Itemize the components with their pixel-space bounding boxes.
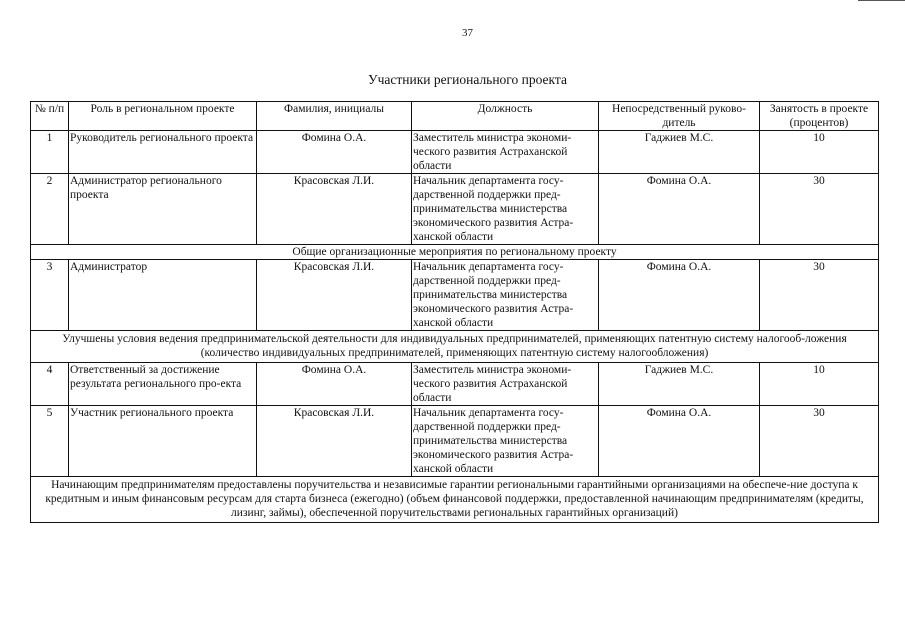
section-title: Начинающим предпринимателям предоставлены поручительства и независимые гарантии региональными гарантийными организациями на обеспече-ние доступа к кредитным и иным финансовым ресурсам для старта бизнеса (ежегодно) (объем финансовой поддержки, предоставленной начинающим предпринимателям (кредиты, лизинг, займы), обеспеченной поручительствами региональных гарантийных организаций) [31, 477, 879, 523]
header-name: Фамилия, инициалы [257, 102, 412, 131]
header-role: Роль в региональном проекте [69, 102, 257, 131]
row-load: 30 [760, 174, 879, 245]
corner-rule [858, 0, 905, 1]
table-header-row [31, 102, 879, 131]
row-supervisor: Гаджиев М.С. [599, 363, 760, 406]
section-row [31, 477, 879, 523]
row-name: Красовская Л.И. [257, 260, 412, 331]
row-load: 10 [760, 131, 879, 174]
row-role: Администратор [69, 260, 257, 331]
section-title: Улучшены условия ведения предпринимательской деятельности для индивидуальных предпринимателей, применяющих патентную систему налогооб-ложения (количество индивидуальных предпринимателей, применяющих патентную систему налогообложения) [31, 331, 879, 363]
row-name: Красовская Л.И. [257, 406, 412, 477]
row-supervisor: Фомина О.А. [599, 406, 760, 477]
row-number: 1 [31, 131, 69, 174]
row-role: Ответственный за достижение результата регионального про-екта [69, 363, 257, 406]
row-number: 5 [31, 406, 69, 477]
row-supervisor: Фомина О.А. [599, 174, 760, 245]
header-position: Должность [412, 102, 599, 131]
row-number: 4 [31, 363, 69, 406]
row-load: 30 [760, 406, 879, 477]
section-title: Общие организационные мероприятия по региональному проекту [31, 245, 879, 260]
row-position: Заместитель министра экономи-ческого развития Астраханской области [412, 131, 599, 174]
page-title: Участники регионального проекта [368, 72, 567, 87]
row-position: Начальник департамента госу-дарственной поддержки пред-принимательства министерства экономического развития Астра-ханской области [412, 174, 599, 245]
participants-table [30, 101, 879, 523]
table-row [31, 131, 879, 174]
row-supervisor: Гаджиев М.С. [599, 131, 760, 174]
row-number: 2 [31, 174, 69, 245]
row-load: 30 [760, 260, 879, 331]
header-supervisor: Непосредственный руково-дитель [599, 102, 760, 131]
row-position: Начальник департамента госу-дарственной поддержки пред-принимательства министерства экономического развития Астра-ханской области [412, 406, 599, 477]
row-supervisor: Фомина О.А. [599, 260, 760, 331]
row-role: Администратор регионального проекта [69, 174, 257, 245]
row-load: 10 [760, 363, 879, 406]
row-name: Красовская Л.И. [257, 174, 412, 245]
table-row [31, 363, 879, 406]
row-name: Фомина О.А. [257, 363, 412, 406]
page-number: 37 [462, 27, 473, 39]
row-name: Фомина О.А. [257, 131, 412, 174]
row-position: Заместитель министра экономи-ческого развития Астраханской области [412, 363, 599, 406]
header-load: Занятость в проекте (процентов) [760, 102, 879, 131]
row-position: Начальник департамента госу-дарственной поддержки пред-принимательства министерства экономического развития Астра-ханской области [412, 260, 599, 331]
section-row [31, 331, 879, 363]
row-role: Руководитель регионального проекта [69, 131, 257, 174]
table-row [31, 406, 879, 477]
table-row [31, 260, 879, 331]
table-row [31, 174, 879, 245]
header-number: № п/п [31, 102, 69, 131]
row-role: Участник регионального проекта [69, 406, 257, 477]
section-row [31, 245, 879, 260]
row-number: 3 [31, 260, 69, 331]
